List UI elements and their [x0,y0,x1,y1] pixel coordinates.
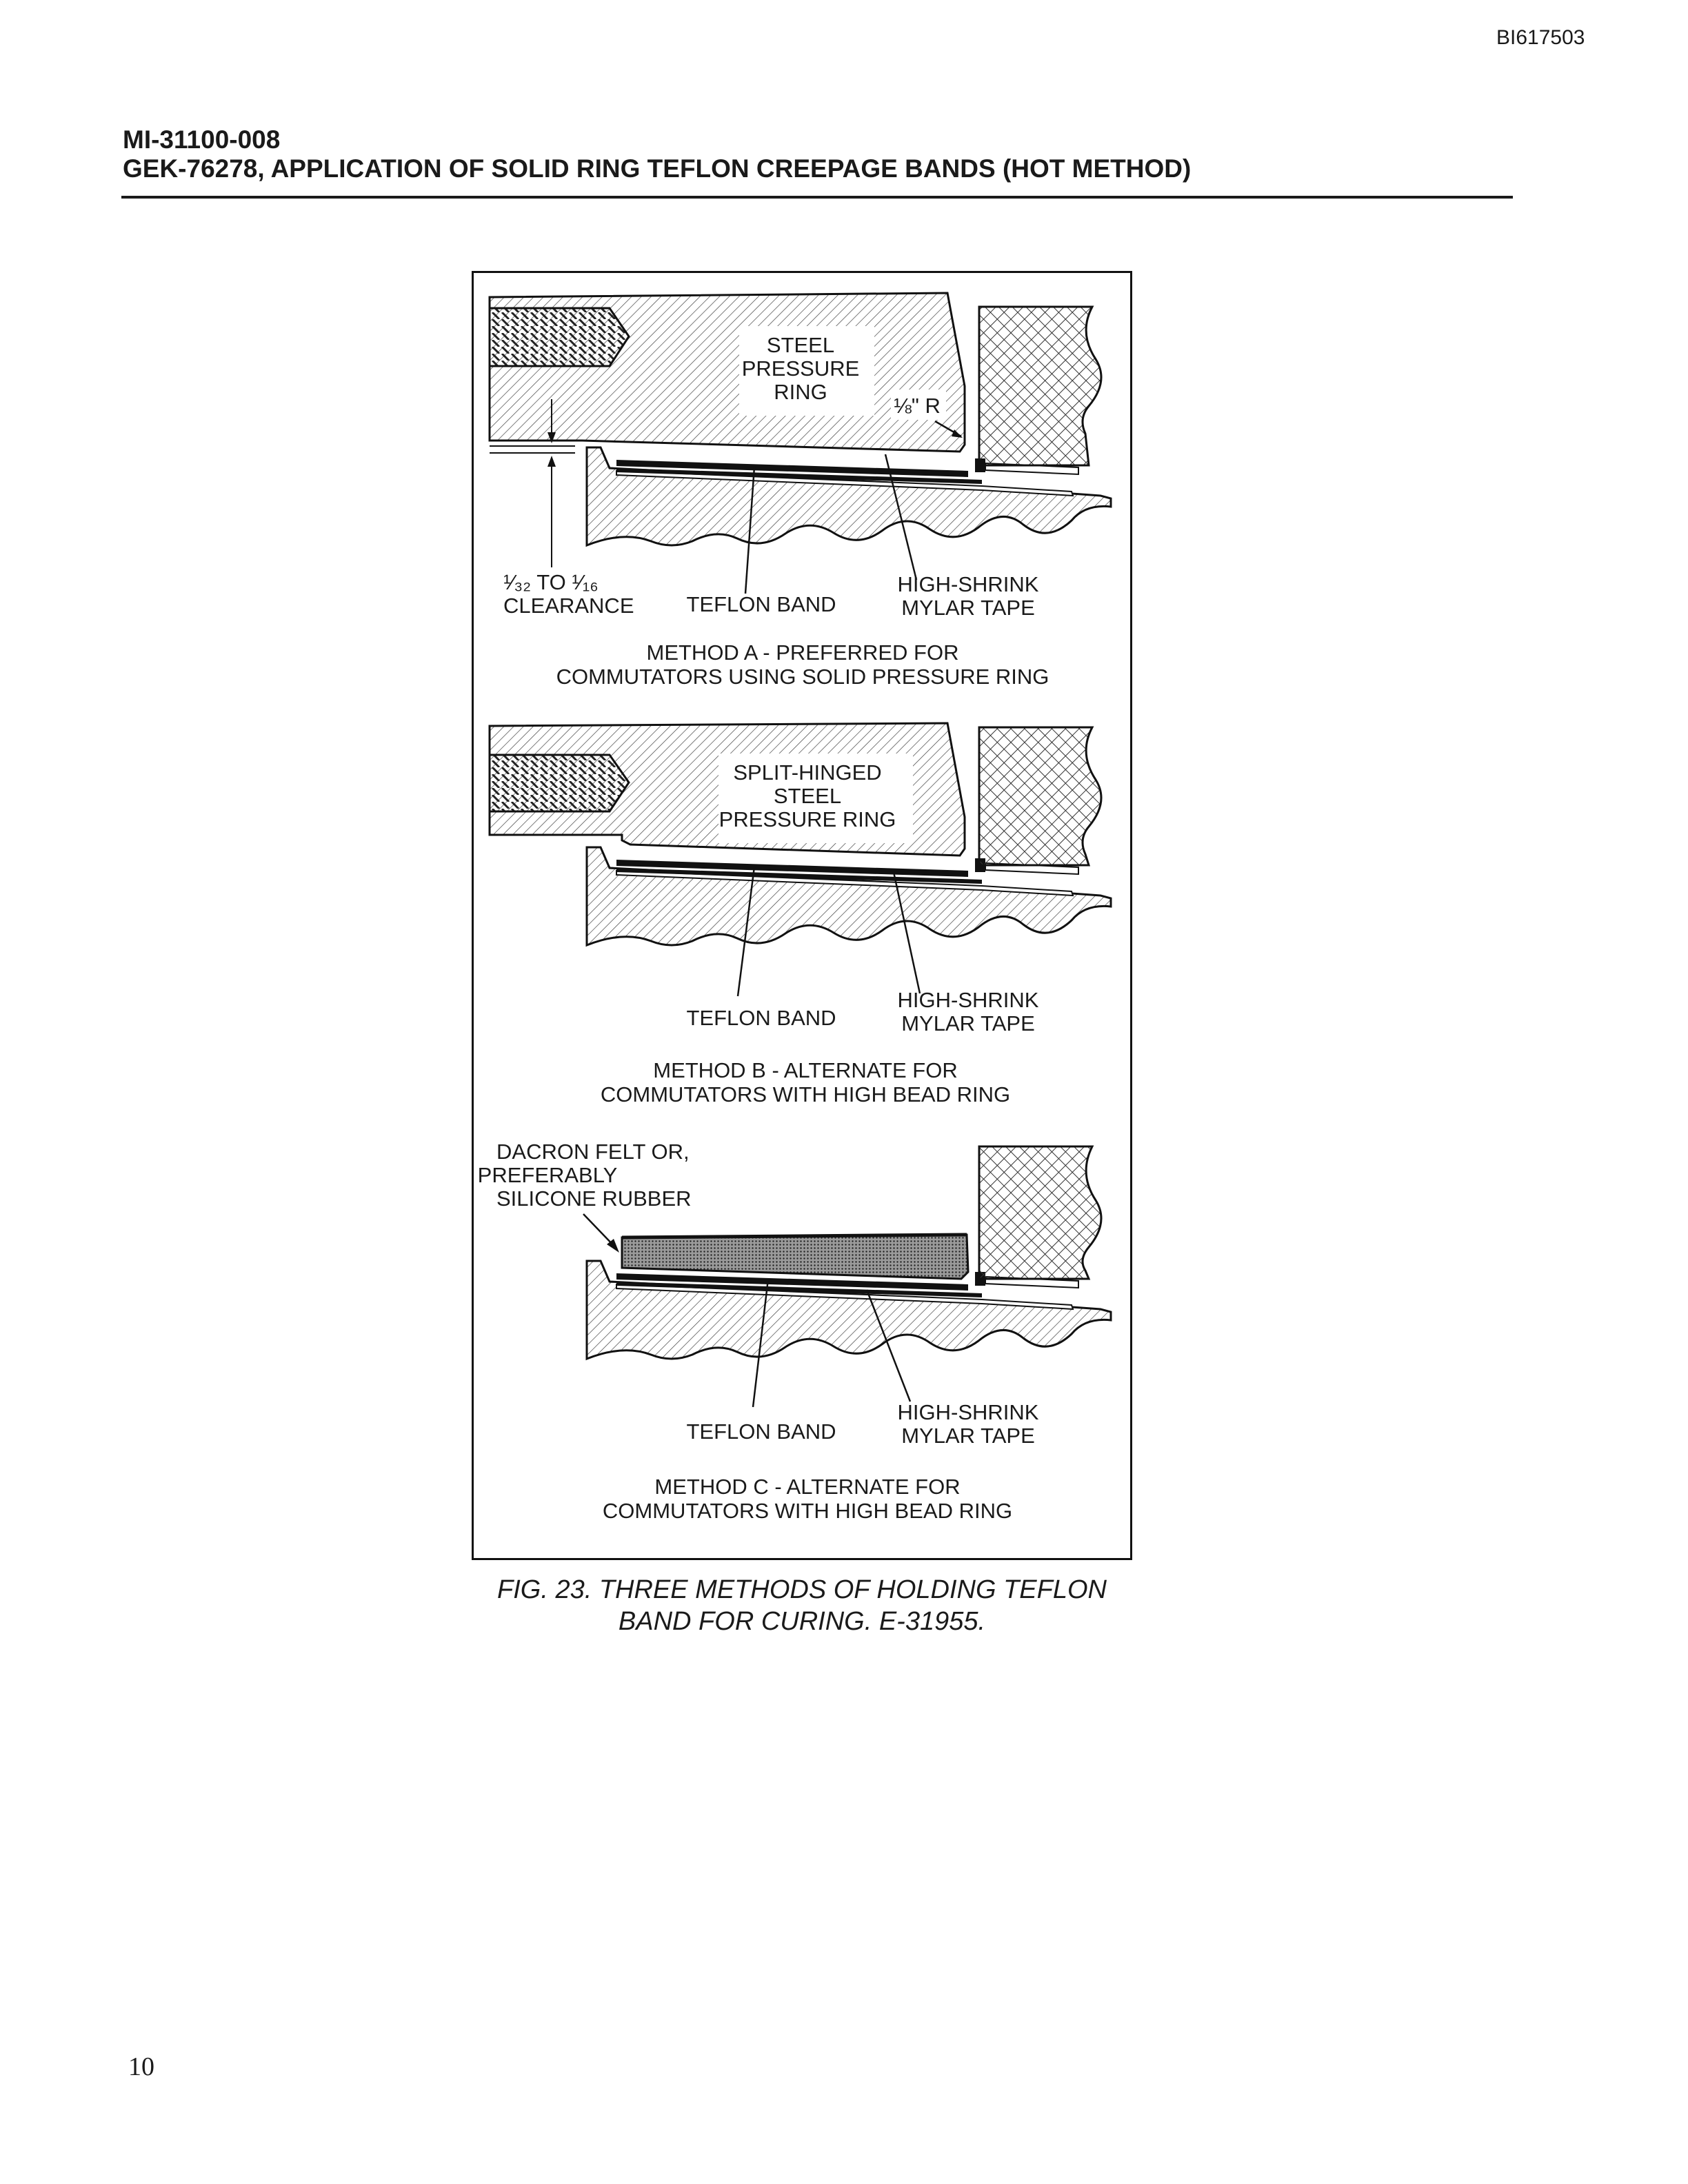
figure-23 [472,271,1132,1560]
document-title: GEK-76278, APPLICATION OF SOLID RING TEFLON CREEPAGE BANDS (HOT METHOD) [123,154,1192,183]
ring-label-line2: PRESSURE [741,356,860,381]
mylar-label-c-line1: HIGH-SHRINK [897,1400,1039,1424]
ring-label-b-line2: STEEL [773,784,842,808]
caption-line1: FIG. 23. THREE METHODS OF HOLDING TEFLON [497,1575,1107,1604]
mylar-label-c-line2: MYLAR TAPE [901,1424,1035,1448]
figure-caption [472,1574,1132,1637]
ring-label-line1: STEEL [766,333,835,357]
felt-label-line1: DACRON FELT OR, [496,1140,690,1164]
page-number: 10 [128,2052,154,2081]
mylar-label-a-line1: HIGH-SHRINK [897,572,1039,596]
teflon-band-label-a: TEFLON BAND [686,592,836,616]
threaded-bolt [490,755,629,811]
armature-winding [979,307,1101,465]
mylar-label-b-line2: MYLAR TAPE [901,1011,1035,1035]
header-rule [121,196,1513,199]
method-b-title-line1: METHOD B - ALTERNATE FOR [653,1058,958,1082]
method-c-title-line1: METHOD C - ALTERNATE FOR [654,1475,961,1499]
figure-drawing [472,271,1132,1560]
armature-winding [979,1146,1101,1279]
mylar-label-a-line2: MYLAR TAPE [901,596,1035,620]
mylar-label-b-line1: HIGH-SHRINK [897,988,1039,1012]
radius-label: ⅛" R [894,394,941,418]
document-id: BI617503 [1496,26,1585,49]
document-number: MI-31100-008 [123,125,281,154]
method-b-title-line2: COMMUTATORS WITH HIGH BEAD RING [600,1082,1011,1106]
felt-label-line3: SILICONE RUBBER [496,1186,692,1211]
method-a-title-line1: METHOD A - PREFERRED FOR [646,640,959,665]
method-c-title-line2: COMMUTATORS WITH HIGH BEAD RING [602,1499,1013,1523]
armature-winding [979,727,1101,865]
ring-label-b-line1: SPLIT-HINGED [733,760,882,785]
method-a-title-line2: COMMUTATORS USING SOLID PRESSURE RING [556,665,1049,689]
clearance-label-line1: ¹⁄₃₂ TO ¹⁄₁₆ [503,570,599,594]
clearance-label-line2: CLEARANCE [503,594,634,618]
caption-line2: BAND FOR CURING. E-31955. [618,1607,986,1636]
felt-label-line2: PREFERABLY [477,1163,618,1187]
ring-label-line3: RING [774,380,827,404]
teflon-band-label-b: TEFLON BAND [686,1006,836,1030]
threaded-bolt [490,308,629,366]
ring-label-b-line3: PRESSURE RING [719,807,896,831]
teflon-band-label-c: TEFLON BAND [686,1419,836,1444]
